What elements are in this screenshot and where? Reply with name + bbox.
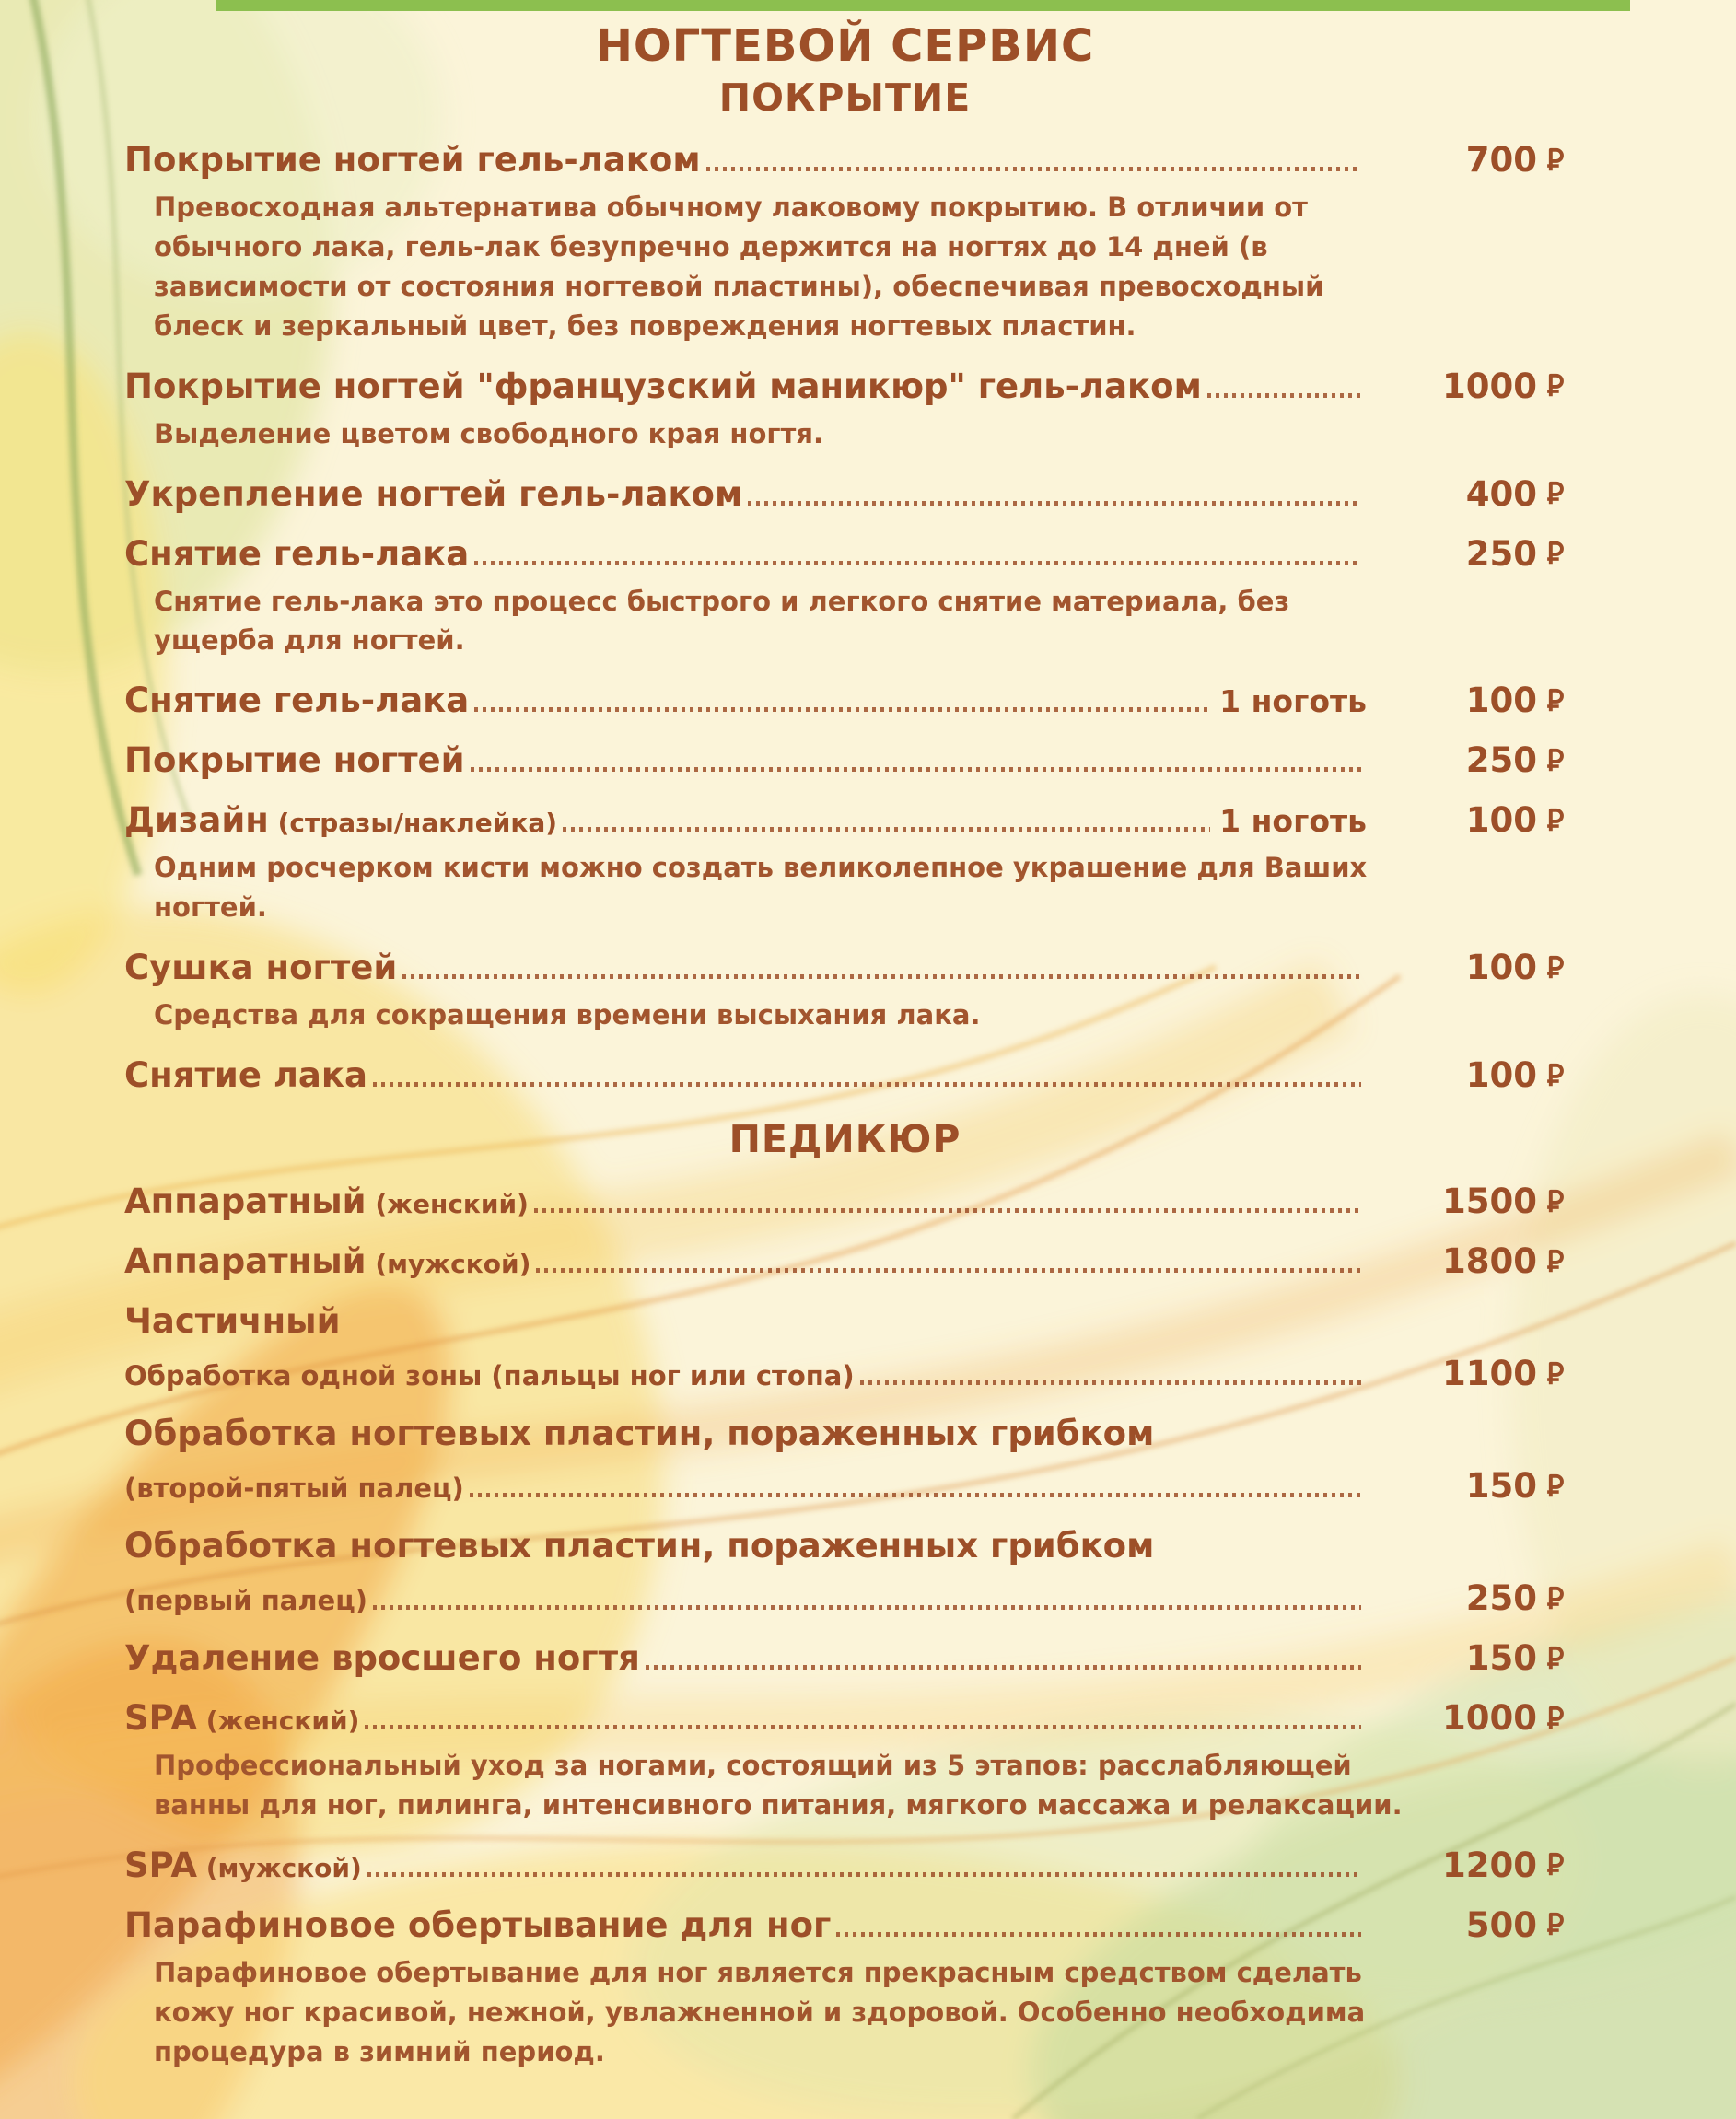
item-price (1370, 534, 1566, 574)
page-title: НОГТЕВОЙ СЕРВИС (595, 20, 1095, 72)
dotted-leader (706, 167, 1361, 171)
ruble-icon (1544, 1912, 1566, 1938)
menu-item-row (124, 1414, 1566, 1453)
dotted-leader (402, 974, 1361, 979)
item-name: Частичный (124, 1301, 341, 1342)
dotted-leader (748, 501, 1361, 506)
item-price (1370, 1845, 1566, 1885)
item-description: Выделение цветом свободного края ногтя. (154, 417, 823, 449)
dotted-leader (367, 1872, 1361, 1877)
price-list (124, 13, 1566, 2074)
menu-item-row (124, 800, 1566, 840)
price-value: 150 (1465, 1638, 1537, 1679)
price-value: 100 (1465, 948, 1537, 988)
menu-item-row (124, 1905, 1566, 1945)
dotted-leader (474, 707, 1210, 712)
item-name-qualifier: (мужской) (366, 1249, 531, 1280)
item-name: Снятие лака (124, 1055, 367, 1096)
top-accent-bar (216, 0, 1630, 11)
ruble-icon (1544, 373, 1566, 399)
menu-item-row (124, 681, 1566, 720)
item-price (1370, 740, 1566, 780)
ruble-icon (1544, 808, 1566, 833)
dotted-leader (365, 1725, 1361, 1729)
item-price (1370, 1638, 1566, 1678)
ruble-icon (1544, 1646, 1566, 1671)
price-value: 100 (1465, 681, 1537, 721)
item-price (1370, 1905, 1566, 1945)
item-description: Превосходная альтернатива обычному лаковому покрытию. В отличии от обычного лака, гель-лак безупречно держится на ногтях до 14 дней (в зависимости от состояния ногтевой пластины), обеспечивая превосходный блеск и зеркальный цвет, без повреждения ногтевых пластин. (154, 192, 1324, 342)
item-price (1370, 1182, 1566, 1221)
item-description: Парафиновое обертывание для ног является прекрасным средством сделать кожу ног красивой, нежной, увлажненной и здоровой. Особенно необходима процедура в зимний период. (154, 1956, 1366, 2067)
item-name-qualifier: (мужской) (197, 1852, 362, 1883)
item-price (1370, 948, 1566, 987)
ruble-icon (1544, 1249, 1566, 1275)
dotted-leader (860, 1380, 1361, 1385)
dotted-leader (534, 1208, 1361, 1213)
menu-item-row (124, 534, 1566, 574)
item-name-qualifier: (женский) (366, 1189, 529, 1220)
price-value: 1200 (1442, 1845, 1537, 1885)
dotted-leader (646, 1665, 1361, 1670)
price-value: 700 (1465, 140, 1537, 180)
dotted-leader (563, 827, 1210, 832)
item-name: Покрытие ногтей (124, 740, 465, 781)
section-heading: ПОКРЫТИЕ (718, 76, 972, 120)
price-value: 400 (1465, 473, 1537, 514)
price-value: 250 (1465, 533, 1537, 574)
item-name: Покрытие ногтей "французский маникюр" гель-лаком (124, 366, 1202, 406)
item-name: SPA (мужской) (124, 1845, 362, 1885)
item-price (1370, 1055, 1566, 1095)
menu-item-row (124, 1578, 1566, 1618)
item-name: Дизайн (стразы/наклейка) (124, 800, 558, 841)
item-name: Обработка одной зоны (пальцы ног или стопа) (124, 1360, 855, 1392)
item-price (1370, 800, 1566, 840)
ruble-icon (1544, 688, 1566, 714)
dotted-leader (373, 1082, 1361, 1087)
item-price (1370, 367, 1566, 406)
item-description: Снятие гель-лака это процесс быстрого и легкого снятие материала, без ущерба для ногтей. (154, 585, 1290, 657)
menu-item-row (124, 1354, 1566, 1393)
ruble-icon (1544, 1063, 1566, 1089)
item-name: (первый палец) (124, 1585, 367, 1617)
price-value: 1100 (1442, 1354, 1537, 1394)
item-description: Средства для сокращения времени высыхания лака. (154, 999, 981, 1031)
dotted-leader (1207, 393, 1361, 398)
ruble-icon (1544, 1706, 1566, 1731)
menu-item-row (124, 474, 1566, 514)
menu-item-row (124, 1466, 1566, 1506)
price-value: 1000 (1442, 366, 1537, 406)
price-value: 100 (1465, 1055, 1537, 1096)
item-description: Профессиональный уход за ногами, состоящий из 5 этапов: расслабляющей ванны для ног, пилинга, интенсивного питания, мягкого массажа и релаксации. (154, 1750, 1403, 1821)
dotted-leader (474, 561, 1361, 565)
menu-item-row (124, 1182, 1566, 1221)
item-name-qualifier: (стразы/наклейка) (268, 808, 558, 839)
ruble-icon (1544, 1189, 1566, 1215)
item-name: Обработка ногтевых пластин, пораженных грибком (124, 1526, 1155, 1566)
ruble-icon (1544, 748, 1566, 774)
ruble-icon (1544, 1473, 1566, 1499)
item-name: Удаление вросшего ногтя (124, 1638, 640, 1679)
dotted-leader (471, 767, 1361, 772)
menu-item-row (124, 740, 1566, 780)
item-name: Укрепление ногтей гель-лаком (124, 473, 743, 514)
item-price (1370, 1241, 1566, 1281)
dotted-leader (373, 1605, 1361, 1610)
menu-item-row (124, 948, 1566, 987)
menu-sections (124, 76, 1566, 2072)
item-name-qualifier: (женский) (197, 1706, 360, 1737)
price-value: 500 (1465, 1904, 1537, 1945)
item-name: Обработка ногтевых пластин, пораженных грибком (124, 1414, 1155, 1454)
ruble-icon (1544, 1852, 1566, 1878)
price-value: 1800 (1442, 1241, 1537, 1282)
menu-item-row (124, 367, 1566, 406)
ruble-icon (1544, 147, 1566, 173)
menu-item-row (124, 1241, 1566, 1281)
item-price (1370, 1698, 1566, 1738)
price-value: 1000 (1442, 1698, 1537, 1739)
ruble-icon (1544, 955, 1566, 981)
item-name: Парафиновое обертывание для ног (124, 1904, 832, 1945)
menu-item-row (124, 140, 1566, 180)
ruble-icon (1544, 1586, 1566, 1612)
item-name: Покрытие ногтей гель-лаком (124, 140, 701, 180)
menu-item-row (124, 1301, 1566, 1341)
dotted-leader (470, 1493, 1361, 1497)
price-value: 150 (1465, 1466, 1537, 1507)
item-name: (второй-пятый палец) (124, 1473, 464, 1505)
dotted-leader (536, 1268, 1361, 1273)
item-name: Сушка ногтей (124, 948, 398, 988)
item-price (1370, 140, 1566, 180)
item-price (1370, 1578, 1566, 1618)
menu-item-row (124, 1055, 1566, 1095)
item-name: SPA (женский) (124, 1698, 360, 1739)
item-unit: 1 ноготь (1219, 803, 1367, 840)
price-value: 1500 (1442, 1182, 1537, 1222)
price-value: 100 (1465, 800, 1537, 841)
item-name: Снятие гель-лака (124, 681, 470, 721)
dotted-leader (836, 1932, 1361, 1937)
item-unit: 1 ноготь (1219, 683, 1367, 720)
menu-item-row (124, 1698, 1566, 1738)
item-description: Одним росчерком кисти можно создать великолепное украшение для Ваших ногтей. (154, 852, 1368, 924)
item-name: Снятие гель-лака (124, 533, 470, 574)
item-name: Аппаратный (мужской) (124, 1241, 531, 1282)
menu-item-row (124, 1526, 1566, 1566)
price-value: 250 (1465, 1578, 1537, 1619)
item-price (1370, 1354, 1566, 1393)
section-heading: ПЕДИКЮР (728, 1117, 961, 1162)
menu-item-row (124, 1638, 1566, 1678)
item-price (1370, 474, 1566, 514)
ruble-icon (1544, 1361, 1566, 1387)
ruble-icon (1544, 481, 1566, 506)
item-name: Аппаратный (женский) (124, 1182, 529, 1222)
item-price (1370, 1466, 1566, 1506)
ruble-icon (1544, 541, 1566, 566)
item-price (1370, 681, 1566, 720)
price-value: 250 (1465, 740, 1537, 781)
menu-item-row (124, 1845, 1566, 1885)
